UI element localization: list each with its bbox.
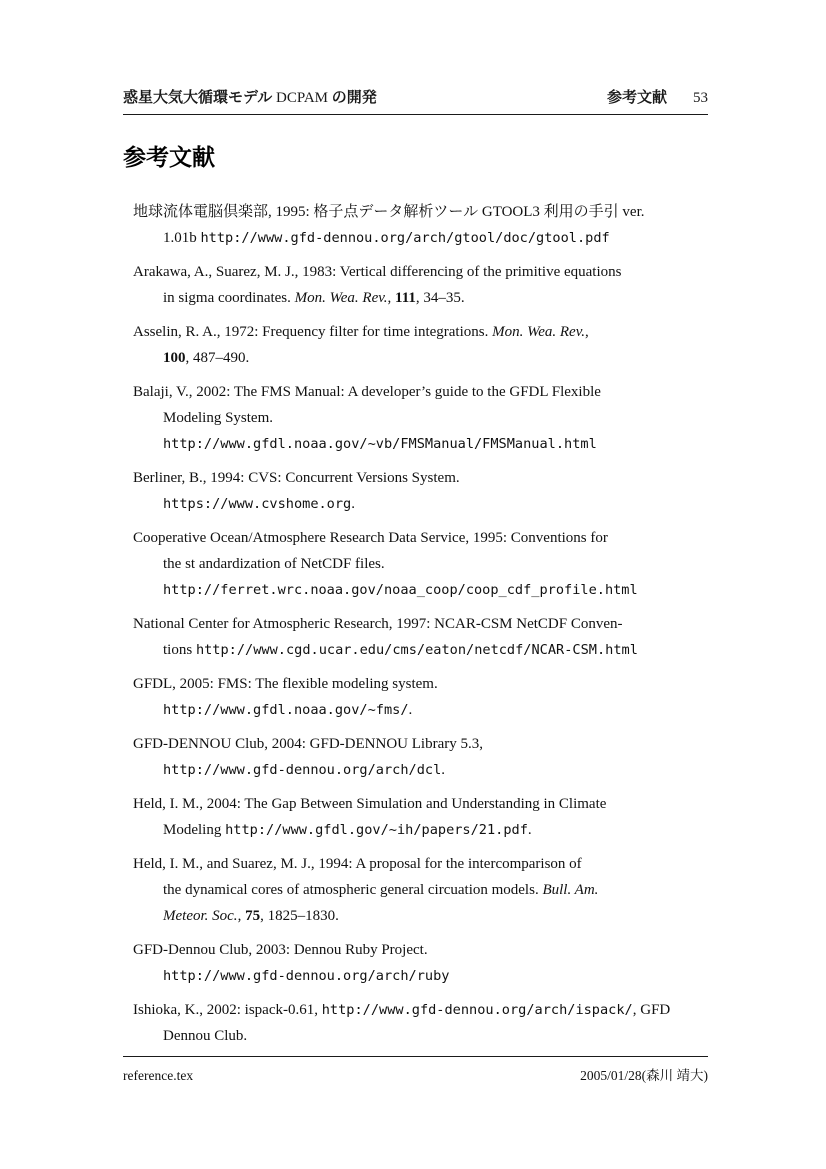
reference-text: Modeling (163, 822, 226, 838)
reference-text: Ishioka, K., 2002: ispack-0.61, (133, 1002, 322, 1018)
reference-entry (123, 465, 708, 517)
reference-text: 75 (245, 908, 261, 924)
reference-url: http://www.cgd.ucar.edu/cms/eaton/netcdf/NCAR-CSM.html (195, 642, 638, 658)
header-section-info (607, 88, 708, 108)
reference-text: Dennou Club. (163, 1028, 248, 1044)
reference-entry (123, 851, 708, 929)
page-number: 53 (693, 90, 708, 106)
page-footer (123, 1056, 708, 1084)
reference-text: , 487–490. (185, 350, 250, 366)
reference-url: http://www.gfdl.gov/~ih/papers/21.pdf (225, 822, 528, 838)
reference-text: . (441, 762, 446, 778)
reference-text: . (351, 496, 355, 512)
reference-text: GFD-Dennou Club, 2003: Dennou Ruby Project. (133, 942, 428, 958)
reference-entry (123, 379, 708, 457)
reference-url: http://www.gfd-dennou.org/arch/ruby (163, 968, 450, 984)
running-header (123, 88, 708, 115)
reference-text: National Center for Atmospheric Research, 1997: NCAR-CSM NetCDF Conven- (133, 616, 623, 632)
reference-text: in sigma coordinates. (163, 290, 295, 306)
reference-text: , 34–35. (415, 290, 465, 306)
reference-text: tions (163, 642, 196, 658)
header-document-title (123, 88, 377, 108)
references-list (123, 199, 708, 1049)
reference-text: Mon. Wea. Rev. (492, 324, 585, 340)
reference-text: . (527, 822, 532, 838)
reference-text: , (585, 324, 589, 340)
reference-text: 100 (163, 350, 186, 366)
reference-entry (123, 791, 708, 843)
reference-entry (123, 731, 708, 783)
header-title-latin: DCPAM (272, 90, 332, 106)
reference-entry (123, 611, 708, 663)
reference-text: Held, I. M., 2004: The Gap Between Simulation and Understanding in Climate (133, 796, 607, 812)
header-title-jp-prefix: 惑星大気大循環モデル (123, 89, 273, 106)
reference-text: Meteor. Soc. (163, 908, 238, 924)
reference-text: 1.01b (163, 230, 201, 246)
reference-text: Bull. Am. (542, 882, 599, 898)
reference-entry (123, 525, 708, 603)
section-title: 参考文献 (123, 144, 215, 170)
reference-text: Cooperative Ocean/Atmosphere Research Data Service, 1995: Conventions for (133, 530, 608, 546)
reference-text: Arakawa, A., Suarez, M. J., 1983: Vertical differencing of the primitive equations (133, 264, 622, 280)
reference-text: Held, I. M., and Suarez, M. J., 1994: A proposal for the intercomparison of (133, 856, 582, 872)
header-title-jp-suffix: の開発 (331, 89, 377, 106)
page-content (123, 88, 708, 1057)
reference-text: the dynamical cores of atmospheric general circuation models. (163, 882, 543, 898)
reference-text: 地球流体電脳倶楽部, 1995: 格子点データ解析ツール GTOOL3 利用の手引 ver. (133, 204, 645, 220)
reference-text: , (237, 908, 246, 924)
reference-text: Mon. Wea. Rev. (294, 290, 388, 306)
reference-entry (123, 937, 708, 989)
reference-text: Berliner, B., 1994: CVS: Concurrent Versions System. (133, 470, 460, 486)
reference-text: Balaji, V., 2002: The FMS Manual: A developer’s guide to the GFDL Flexible (133, 384, 601, 400)
reference-url: http://ferret.wrc.noaa.gov/noaa_coop/coop_cdf_profile.html (163, 582, 638, 598)
reference-text: the st andardization of NetCDF files. (163, 556, 385, 572)
reference-url: https://www.cvshome.org (163, 496, 352, 512)
reference-text: , (387, 290, 396, 306)
reference-text: Asselin, R. A., 1972: Frequency filter for time integrations. (133, 324, 493, 340)
reference-url: http://www.gfd-dennou.org/arch/gtool/doc/gtool.pdf (200, 230, 610, 246)
reference-url: http://www.gfd-dennou.org/arch/dcl (163, 762, 442, 778)
reference-url: http://www.gfdl.noaa.gov/~fms/ (163, 702, 409, 718)
footer-date: 2005/01/28(森川 靖大) (580, 1068, 708, 1083)
reference-url: http://www.gfd-dennou.org/arch/ispack/ (321, 1002, 633, 1018)
reference-entry (123, 319, 708, 371)
reference-entry (123, 199, 708, 251)
reference-text: , 1825–1830. (260, 908, 339, 924)
reference-entry (123, 671, 708, 723)
reference-text: GFD-DENNOU Club, 2004: GFD-DENNOU Library 5.3, (133, 736, 483, 752)
reference-text: Modeling System. (163, 410, 274, 426)
reference-text: , GFD (632, 1002, 671, 1018)
reference-text: GFDL, 2005: FMS: The flexible modeling system. (133, 676, 438, 692)
reference-url: http://www.gfdl.noaa.gov/~vb/FMSManual/FMSManual.html (163, 436, 597, 452)
reference-entry (123, 997, 708, 1049)
reference-entry (123, 259, 708, 311)
reference-text: 111 (395, 290, 416, 306)
header-section-label: 参考文献 (606, 89, 667, 106)
footer-filename: reference.tex (123, 1068, 194, 1083)
reference-text: . (408, 702, 413, 718)
